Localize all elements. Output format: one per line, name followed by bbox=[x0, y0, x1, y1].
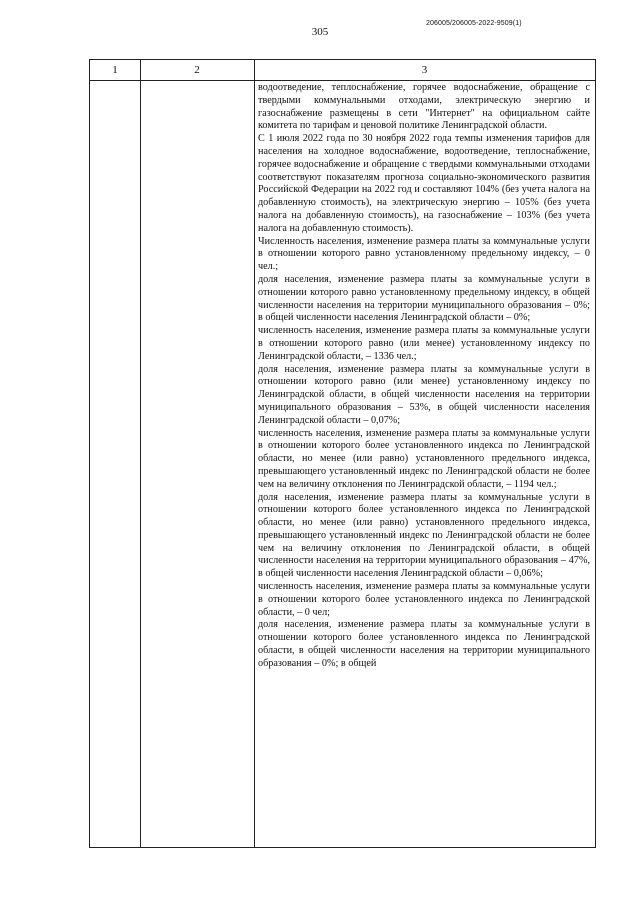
column-header-3: 3 bbox=[421, 64, 428, 76]
column-header-2: 2 bbox=[194, 64, 200, 76]
paragraph-share-equal-limit: доля населения, изменение размера платы за коммунальные услуги в отношении которого равно установленному предельному индексу, в общей численности населения на территории муниципального образования – 0%; в общей численности населения Ленинградской области – 0%; bbox=[258, 273, 590, 324]
column-header-1: 1 bbox=[112, 64, 118, 76]
paragraph-population-above-index: численность населения, изменение размера платы за коммунальные услуги в отношении которого более установленного индекса по Ленинградской области, – 0 чел; bbox=[258, 581, 590, 618]
paragraph-population-within-deviation: численность населения, изменение размера платы за коммунальные услуги в отношении которого более установленного индекса по Ленинградской области, но менее (или равно) установленного предельного индекса, превышающего установленный индекс по Ленинградской области не более чем на величину отклонения по Ленинградской области, – 1194 чел.; bbox=[258, 427, 590, 490]
paragraph-tariff-info: водоотведение, теплоснабжение, горячее водоснабжение, обращение с твердыми коммунальными отходами, электрическую энергию и газоснабжение размещены в сети "Интернет" на официальном сайте комитета по тарифам и ценовой политике Ленинградской области. bbox=[258, 82, 590, 132]
paragraph-population-equal-limit: Численность населения, изменение размера платы за коммунальные услуги в отношении которого равно установленному предельному индексу, – 0 чел.; bbox=[258, 235, 590, 273]
document-table bbox=[89, 59, 596, 848]
paragraph-population-below-index: численность населения, изменение размера платы за коммунальные услуги в отношении которого равно (или менее) установленному индексу по Ленинградской области, – 1336 чел.; bbox=[258, 325, 590, 362]
column-3-content bbox=[258, 82, 590, 671]
paragraph-tariff-rates: С 1 июля 2022 года по 30 ноября 2022 года темпы изменения тарифов для населения на холодное водоснабжение, водоотведение, теплоснабжение, горячее водоснабжение и обращение с твердыми коммунальными отходами соответствуют показателям прогноза социально-экономического развития Российской Федерации на 2022 год и составляют 104% (без учета налога на добавленную стоимость), на электрическую энергию – 105% (без учета налога на добавленную стоимость), на газоснабжение – 103% (без учета налога на добавленную стоимость). bbox=[258, 133, 590, 234]
header-row-divider bbox=[90, 80, 595, 81]
column-divider-2 bbox=[254, 60, 255, 847]
paragraph-share-within-deviation: доля населения, изменение размера платы за коммунальные услуги в отношении которого более установленного индекса по Ленинградской области, но менее (или равно) установленного предельного индекса, превышающего установленный индекс по Ленинградской области не более чем на величину отклонения по Ленинградской области, в общей численности населения на территории муниципального образования – 47%, в общей численности населения Ленинградской области – 0,06%; bbox=[258, 491, 590, 580]
page-number: 305 bbox=[311, 26, 329, 38]
paragraph-share-above-index: доля населения, изменение размера платы за коммунальные услуги в отношении которого более установленного индекса по Ленинградской области, в общей численности населения на территории муниципального образования – 0%; в общей bbox=[258, 619, 590, 669]
paragraph-share-below-index: доля населения, изменение размера платы за коммунальные услуги в отношении которого равно (или менее) установленному индексу по Ленинградской области, в общей численности населения на территории муниципального образования – 53%, в общей численности населения Ленинградской области – 0,07%; bbox=[258, 363, 590, 426]
column-divider-1 bbox=[140, 60, 141, 847]
document-id: 206005/206005-2022-9509(1) bbox=[426, 20, 522, 27]
